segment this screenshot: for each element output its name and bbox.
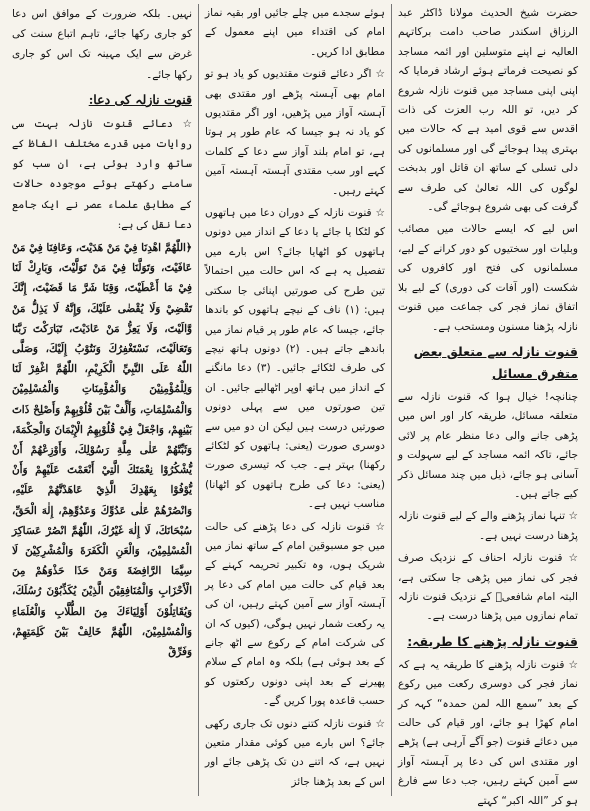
paragraph: ☆ اگر دعائے قنوت مقتدیوں کو یاد ہو تو امام بھی آہستہ پڑھے اور مقتدی بھی آہستہ آواز میں پڑھیں، اور اگر مقتدیوں کو یاد نہ ہو جیسا کہ عام طور پر ہوتا ہے، تو امام بلند آواز سے دعا کے کلمات کہے اور سب مقتدی آہستہ آہستہ آمین کہتے رہیں۔ [205, 68, 385, 197]
section-heading: قنوت نازلہ کی دعا: [88, 91, 192, 107]
paragraph: ☆ قنوت نازلہ پڑھنے کا طریقہ یہ ہے کہ نماز فجر کی دوسری رکعت میں رکوع کے بعد ”سمع اللہ لمن حمدہ“ کہہ کر امام کھڑا ہو جائے، اور قیام کی حالت میں دعائے قنوت (جو آگے آرہی ہے) پڑھے اور مقتدی اس کی دعا پر آہستہ آواز سے آمین کہتے رہیں، جب دعا سے فارغ ہو کر ”اللہ اکبر“ کہتے [398, 658, 578, 807]
column-left [6, 4, 199, 796]
paragraph: اس لیے کہ ایسے حالات میں مصائب وبلیات اور سختیوں کو دور کرانے کے لیے، مسلمانوں کی فتح اور کافروں کی شکست (اور آفات کی دوری) کے لیے بلا اتفاق نماز فجر کی جماعت میں قنوت نازلہ پڑھنا مسنون ومستحب ہے۔ [398, 223, 578, 333]
section-heading: قنوت نازلہ پڑھنے کا طریقہ: [407, 633, 578, 649]
paragraph: ☆ قنوت نازلہ کتنے دنوں تک جاری رکھی جائے؟ اس بارے میں کوئی مقدار متعین نہیں ہے، کہ اتنے دن تک پڑھی جائے اور اس کے بعد پڑھنا جائز [205, 717, 385, 788]
paragraph: ☆ قنوت نازلہ کے دوران دعا میں ہاتھوں کو لٹکا یا جائے یا دعا کے انداز میں دونوں ہاتھوں کو اٹھایا جائے؟ اس بارے میں تفصیل یہ ہے کہ اس حالت میں احتمالاً تین طرح کی صورتیں اپنائی جا سکتی ہیں: (۱) ناف کے نیچے ہاتھوں کو باندھا جائے، جیسا کہ عام طور پر قیام نماز میں باندھے جاتے ہیں۔ (۲) دونوں ہاتھ نیچے کی طرف لٹکائے جائیں۔ (۳) دعا مانگنے کے انداز میں ہاتھ اوپر اٹھالیے جائیں۔ ان تین صورتوں میں سے پہلی دونوں صورتیں درست ہیں لیکن ان دو میں سے دوسری صورت (یعنی: ہاتھوں کو لٹکائے رکھنا) بہتر ہے۔ جب کہ تیسری صورت (یعنی: دعا کی طرح ہاتھوں کو اٹھانا) مناسب نہیں ہے۔ [205, 207, 385, 511]
paragraph: نہیں۔ بلکہ ضرورت کے موافق اس دعا کو جاری رکھا جائے، تاہم اتباع سنت کی غرض سے ایک مہینہ تک اس کو جاری رکھا جائے۔ [12, 8, 192, 81]
paragraph: ☆ قنوت نازلہ احناف کے نزدیک صرف فجر کی نماز میں پڑھی جا سکتی ہے، البتہ امام شافعیؒ کے نزدیک قنوت نازلہ تمام نمازوں میں پڑھنا درست ہے۔ [398, 552, 578, 623]
paragraph: ☆ قنوت نازلہ کی دعا پڑھنے کی حالت میں جو مسبوقین امام کے ساتھ نماز میں شریک ہوں، وہ تکبیر تحریمہ کہنے کے بعد قیام کی حالت میں امام کی دعا پر آہستہ آواز سے آمین کہتے رہیں، ان کی یہ رکعت شمار نہیں ہوگی، (کیوں کہ ان کی شرکت امام کے رکوع سے اٹھ جانے کے بعد ہوئی ہے) بلکہ وہ امام کے سلام پھیرنے کے بعد اپنی دونوں رکعتوں کو حسب قاعدہ پورا کریں گے۔ [205, 520, 385, 708]
dua-text: ﴿اللّٰهُمَّ اهْدِنَا فِيْ مَنْ هَدَيْتَ، وَعَافِنَا فِيْ مَنْ عَافَيْتَ، وَتَوَلَّنَا فِيْ مَنْ تَوَلَّيْتَ، وَبَارِكْ لَنَا فِيْ مَا أَعْطَيْتَ، وَقِنَا شَرَّ مَا قَضَيْتَ، إِنَّكَ تَقْضِيْ وَلَا يُقْضٰى عَلَيْكَ، وَإِنَّهُ لَا يَذِلُّ مَنْ وَّالَيْتَ، وَلَا يَعِزُّ مَنْ عَادَيْتَ، تَبَارَكْتَ رَبَّنَا وَتَعَالَيْتَ، نَسْتَغْفِرُكَ وَنَتُوْبُ إِلَيْكَ، وَصَلَّى اللّٰهُ عَلَى النَّبِيِّ الْكَرِيْمِ، اللّٰهُمَّ اغْفِرْ لَنَا وَلِلْمُؤْمِنِيْنَ وَالْمُؤْمِنَاتِ وَالْمُسْلِمِيْنَ وَالْمُسْلِمَاتِ، وَأَلِّفْ بَيْنَ قُلُوْبِهِمْ وَأَصْلِحْ ذَاتَ بَيْنِهِمْ، وَاجْعَلْ فِيْ قُلُوْبِهِمُ الْإِيْمَانَ وَالْحِكْمَةَ، وَثَبِّتْهُمْ عَلٰى مِلَّةِ رَسُوْلِكَ، وَأَوْزِعْهُمْ أَنْ يُّشْكُرُوْا نِعْمَتَكَ الَّتِيْ أَنْعَمْتَ عَلَيْهِمْ وَأَنْ يُّوْفُوْا بِعَهْدِكَ الَّذِيْ عَاهَدْتَّهُمْ عَلَيْهِ، وَانْصُرْهُمْ عَلٰى عَدُوِّكَ وَعَدُوِّهِمْ، إِلٰهَ الْحَقِّ، سُبْحَانَكَ، لَا إِلٰهَ غَيْرُكَ، اللّٰهُمَّ انْصُرْ عَسَاكِرَ الْمُسْلِمِيْنَ، وَالْعَنِ الْكَفَرَةَ وَالْمُشْرِكِيْنَ لَا سِيَّمَا الرَّافِضَةَ وَمَنْ حَذَا حَذْوَهُمْ مِنَ الْأَحْزَابِ وَالْمُنَافِقِيْنَ الَّذِيْنَ يُكَذِّبُوْنَ رُسُلَكَ، وَيُقَاتِلُوْنَ أَوْلِيَاءَكَ مِنَ الطُّلَّابِ وَالْعُلَمَاءِ وَالْمُسْلِمِيْنَ، اللّٰهُمَّ خَالِفْ بَيْنَ كَلِمَتِهِمْ، وَفَرِّقْ [12, 242, 192, 659]
column-right [392, 4, 584, 807]
paragraph: ہوئے سجدے میں چلے جائیں اور بقیہ نماز امام کی اقتداء میں اپنے معمول کے مطابق ادا کریں۔ [205, 7, 385, 58]
section-heading: قنوت نازلہ سے متعلق بعض متفرق مسائل [413, 343, 578, 381]
column-middle [199, 4, 392, 796]
paragraph: ☆ تنہا نماز پڑھنے والے کے لیے قنوت نازلہ پڑھنا درست نہیں ہے۔ [398, 510, 578, 542]
paragraph: چنانچہ! خیال ہوا کہ قنوت نازلہ سے متعلقہ مسائل، طریقہ کار اور اس میں پڑھی جانے والی دعا منظر عام پر لائی جائے، تاکہ ائمہ مساجد کے لیے سہولت و آسانی ہو جائے، ذیل میں چند مسائل ذکر کیے جاتے ہیں۔ [398, 390, 578, 500]
paragraph: حضرت شیخ الحدیث مولانا ڈاکٹر عبد الرزاق اسکندر صاحب دامت برکاتہم العالیہ نے اپنے متوسلین اور ائمہ مساجد کو نصیحت فرماتے ہوئے ارشاد فرمایا کہ اپنی اپنی مساجد میں قنوت نازلہ شروع کر دیں، تو اللہ رب العزت کی ذات اقدس سے قوی امید ہے کہ حالات میں بہتری پیدا ہوجائے گی اور مسلمانوں کی دلی تسلی کے ساتھ ان قاتل اور بدبخت لوگوں کی اللہ تعالیٰ کی طرف سے گرفت کی بھی شروع ہوجائے گی۔ [398, 7, 578, 214]
paragraph: ☆ دعائے قنوت نازلہ بہت سی روایات میں قدرے مختلف الفاظ کے ساتھ وارد ہوئی ہے، ان سب کو سامنے رکھتے ہوئے موجودہ حالات کے مطابق علماء عصر نے ایک جامع دعا نقل کی ہے: [12, 117, 192, 231]
